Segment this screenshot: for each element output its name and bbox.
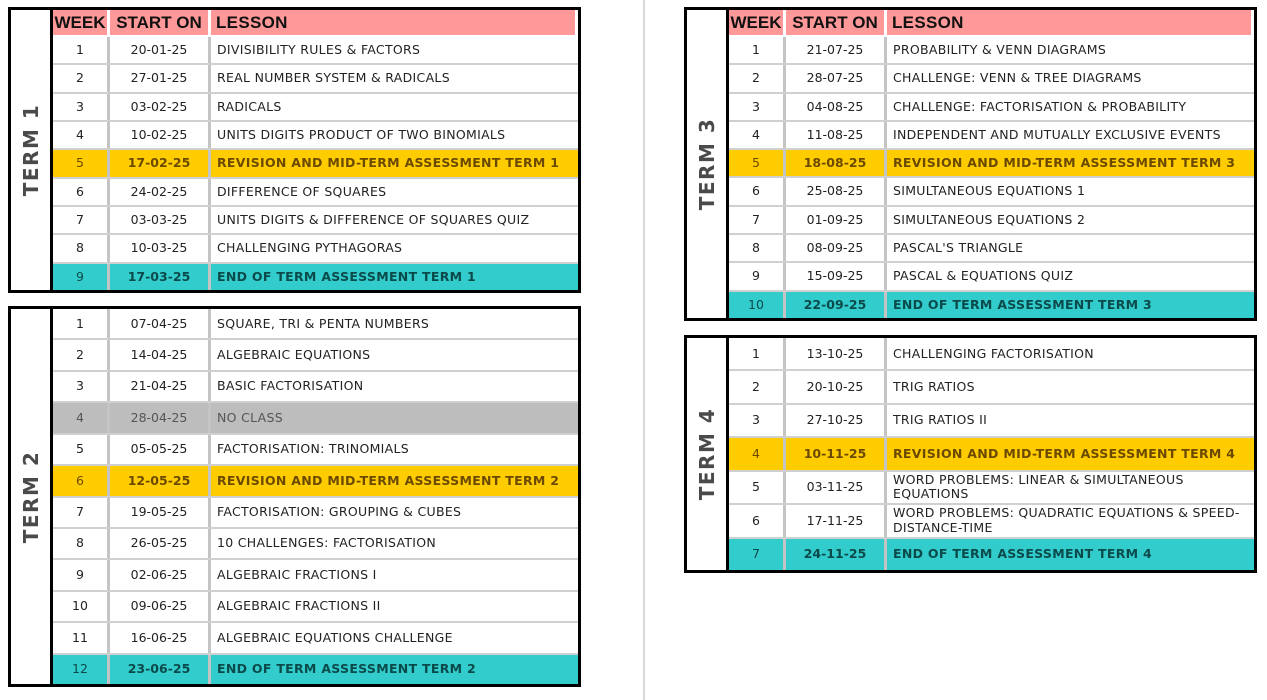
week-cell: 10 [729,292,786,318]
week-cell: 5 [53,435,110,464]
lesson-row [729,405,1254,438]
revision-row [729,150,1254,178]
lesson-row [53,340,578,371]
lesson-row [729,472,1254,505]
term-2-grid [53,309,578,684]
week-cell: 7 [53,498,110,527]
term-3-label: TERM 3 [694,117,719,211]
lesson-row [729,122,1254,150]
week-cell: 1 [53,37,110,63]
lesson-row [53,435,578,466]
start-date-cell: 19-05-25 [110,498,211,527]
lesson-cell: SIMULTANEOUS EQUATIONS 1 [893,183,1086,199]
lesson-cell: ALGEBRAIC EQUATIONS CHALLENGE [217,629,453,645]
lesson-cell: 10 CHALLENGES: FACTORISATION [217,535,437,551]
week-cell: 8 [53,235,110,261]
lesson-row [53,372,578,403]
lesson-row [53,592,578,623]
term-2-label: TERM 2 [18,450,43,543]
week-cell: 6 [729,505,786,536]
lesson-row [729,94,1254,122]
lesson-row [53,37,578,65]
start-date-cell: 25-08-25 [786,178,887,204]
week-cell: 4 [53,122,110,148]
lesson-row [729,207,1254,235]
no-class-row [53,403,578,434]
lesson-cell: TRIG RATIOS II [893,412,988,428]
lesson-cell: END OF TERM ASSESSMENT TERM 1 [217,268,477,284]
start-date-cell: 17-03-25 [110,264,211,290]
start-date-cell: 09-06-25 [110,592,211,621]
lesson-row [53,235,578,263]
lesson-cell: UNITS DIGITS PRODUCT OF TWO BINOMIALS [217,126,506,142]
lesson-row [729,65,1254,93]
end-of-term-row [53,655,578,684]
start-date-cell: 17-11-25 [786,505,887,536]
header-row [729,10,1254,37]
week-cell: 8 [729,235,786,261]
lesson-row [729,37,1254,65]
lesson-cell: PASCAL & EQUATIONS QUIZ [893,268,1074,284]
term-1-label: TERM 1 [18,103,43,197]
lesson-cell: FACTORISATION: GROUPING & CUBES [217,504,462,520]
lesson-cell: END OF TERM ASSESSMENT TERM 3 [893,296,1153,312]
lesson-header: LESSON [887,10,1254,35]
lesson-cell: NO CLASS [217,409,283,425]
lesson-cell: REVISION AND MID-TERM ASSESSMENT TERM 2 [217,472,560,488]
lesson-cell: REVISION AND MID-TERM ASSESSMENT TERM 4 [893,445,1236,461]
start-date-cell: 08-09-25 [786,235,887,261]
week-cell: 2 [729,65,786,91]
start-date-cell: 27-01-25 [110,65,211,91]
end-of-term-row [729,292,1254,318]
lesson-cell: WORD PROBLEMS: LINEAR & SIMULTANEOUS EQUATIONS [893,472,1184,502]
lesson-row [729,505,1254,538]
week-header: WEEK [53,10,110,35]
week-cell: 5 [729,472,786,503]
week-cell: 6 [53,466,110,495]
end-of-term-row [729,539,1254,570]
week-cell: 2 [729,371,786,402]
term-2-side-panel [11,309,53,684]
start-date-cell: 03-03-25 [110,207,211,233]
column-divider [643,0,645,700]
start-date-cell: 21-07-25 [786,37,887,63]
week-cell: 6 [53,179,110,205]
start-date-cell: 14-04-25 [110,340,211,369]
week-cell: 3 [53,372,110,401]
lesson-cell: REVISION AND MID-TERM ASSESSMENT TERM 1 [217,155,560,171]
lesson-row [729,263,1254,291]
lesson-row [53,207,578,235]
lesson-cell: PROBABILITY & VENN DIAGRAMS [893,41,1107,57]
start-date-cell: 10-11-25 [786,438,887,469]
lesson-row [729,338,1254,371]
lesson-cell: DIVISIBILITY RULES & FACTORS [217,41,421,57]
lesson-header: LESSON [211,10,578,35]
week-cell: 10 [53,592,110,621]
lesson-row [729,371,1254,404]
lesson-row [53,94,578,122]
revision-row [53,150,578,178]
start-date-cell: 03-11-25 [786,472,887,503]
week-cell: 4 [729,438,786,469]
term-1-side-panel [11,10,53,290]
term-3-side-panel [687,10,729,318]
header-row [53,10,578,37]
lesson-cell: SQUARE, TRI & PENTA NUMBERS [217,315,430,331]
start-date-cell: 24-02-25 [110,179,211,205]
lesson-cell: RADICALS [217,98,282,114]
lesson-cell: REAL NUMBER SYSTEM & RADICALS [217,70,450,86]
start-date-cell: 24-11-25 [786,539,887,570]
lesson-cell: PASCAL'S TRIANGLE [893,240,1024,256]
start-date-cell: 26-05-25 [110,529,211,558]
start-date-cell: 28-04-25 [110,403,211,432]
week-cell: 3 [729,94,786,120]
lesson-cell: ALGEBRAIC FRACTIONS II [217,598,381,614]
start-date-cell: 02-06-25 [110,560,211,589]
start-date-cell: 13-10-25 [786,338,887,369]
start-on-header: START ON [786,10,887,35]
week-cell: 7 [729,539,786,570]
week-cell: 9 [53,560,110,589]
week-cell: 2 [53,65,110,91]
lesson-cell: FACTORISATION: TRINOMIALS [217,441,410,457]
week-header: WEEK [729,10,786,35]
start-date-cell: 11-08-25 [786,122,887,148]
lesson-row [53,179,578,207]
week-cell: 7 [729,207,786,233]
week-cell: 8 [53,529,110,558]
lesson-row [53,529,578,560]
lesson-cell: ALGEBRAIC FRACTIONS I [217,566,377,582]
start-date-cell: 03-02-25 [110,94,211,120]
start-date-cell: 22-09-25 [786,292,887,318]
week-cell: 4 [729,122,786,148]
week-cell: 2 [53,340,110,369]
week-cell: 5 [53,150,110,176]
start-on-header: START ON [110,10,211,35]
week-cell: 12 [53,655,110,684]
start-date-cell: 17-02-25 [110,150,211,176]
start-date-cell: 27-10-25 [786,405,887,436]
lesson-cell: CHALLENGING PYTHAGORAS [217,240,403,256]
start-date-cell: 16-06-25 [110,623,211,652]
lesson-cell: END OF TERM ASSESSMENT TERM 4 [893,546,1153,562]
start-date-cell: 04-08-25 [786,94,887,120]
start-date-cell: 28-07-25 [786,65,887,91]
term-4-grid [729,338,1254,570]
lesson-row [53,65,578,93]
lesson-cell: BASIC FACTORISATION [217,378,364,394]
lesson-cell: CHALLENGE: FACTORISATION & PROBABILITY [893,98,1187,114]
start-date-cell: 23-06-25 [110,655,211,684]
week-cell: 9 [729,263,786,289]
week-cell: 7 [53,207,110,233]
week-cell: 11 [53,623,110,652]
week-cell: 1 [53,309,110,338]
start-date-cell: 12-05-25 [110,466,211,495]
week-cell: 4 [53,403,110,432]
revision-row [53,466,578,497]
lesson-cell: REVISION AND MID-TERM ASSESSMENT TERM 3 [893,155,1236,171]
term-4-side-panel [687,338,729,570]
start-date-cell: 10-02-25 [110,122,211,148]
week-cell: 5 [729,150,786,176]
lesson-row [53,498,578,529]
lesson-cell: DIFFERENCE OF SQUARES [217,183,387,199]
week-cell: 3 [729,405,786,436]
week-cell: 1 [729,37,786,63]
term-4-label: TERM 4 [694,407,719,501]
start-date-cell: 01-09-25 [786,207,887,233]
start-date-cell: 21-04-25 [110,372,211,401]
lesson-row [53,623,578,654]
term-3-table [684,7,1257,321]
lesson-cell: CHALLENGE: VENN & TREE DIAGRAMS [893,70,1142,86]
week-cell: 3 [53,94,110,120]
lesson-cell: SIMULTANEOUS EQUATIONS 2 [893,211,1086,227]
revision-row [729,438,1254,471]
lesson-row [53,309,578,340]
lesson-cell: TRIG RATIOS [893,378,975,394]
lesson-cell: CHALLENGING FACTORISATION [893,345,1094,361]
start-date-cell: 15-09-25 [786,263,887,289]
term-1-grid [53,10,578,290]
term-3-grid [729,10,1254,318]
start-date-cell: 07-04-25 [110,309,211,338]
start-date-cell: 20-01-25 [110,37,211,63]
term-4-table [684,335,1257,573]
lesson-cell: END OF TERM ASSESSMENT TERM 2 [217,661,477,677]
lesson-row [53,122,578,150]
lesson-row [53,560,578,591]
lesson-cell: INDEPENDENT AND MUTUALLY EXCLUSIVE EVENTS [893,126,1221,142]
lesson-row [729,235,1254,263]
week-cell: 9 [53,264,110,290]
start-date-cell: 05-05-25 [110,435,211,464]
lesson-cell: UNITS DIGITS & DIFFERENCE OF SQUARES QUIZ [217,211,530,227]
start-date-cell: 20-10-25 [786,371,887,402]
lesson-row [729,178,1254,206]
week-cell: 6 [729,178,786,204]
start-date-cell: 18-08-25 [786,150,887,176]
week-cell: 1 [729,338,786,369]
term-1-table [8,7,581,293]
start-date-cell: 10-03-25 [110,235,211,261]
lesson-cell: WORD PROBLEMS: QUADRATIC EQUATIONS & SPEED-DISTANCE-TIME [893,505,1240,535]
lesson-cell: ALGEBRAIC EQUATIONS [217,346,371,362]
end-of-term-row [53,264,578,290]
term-2-table [8,306,581,687]
